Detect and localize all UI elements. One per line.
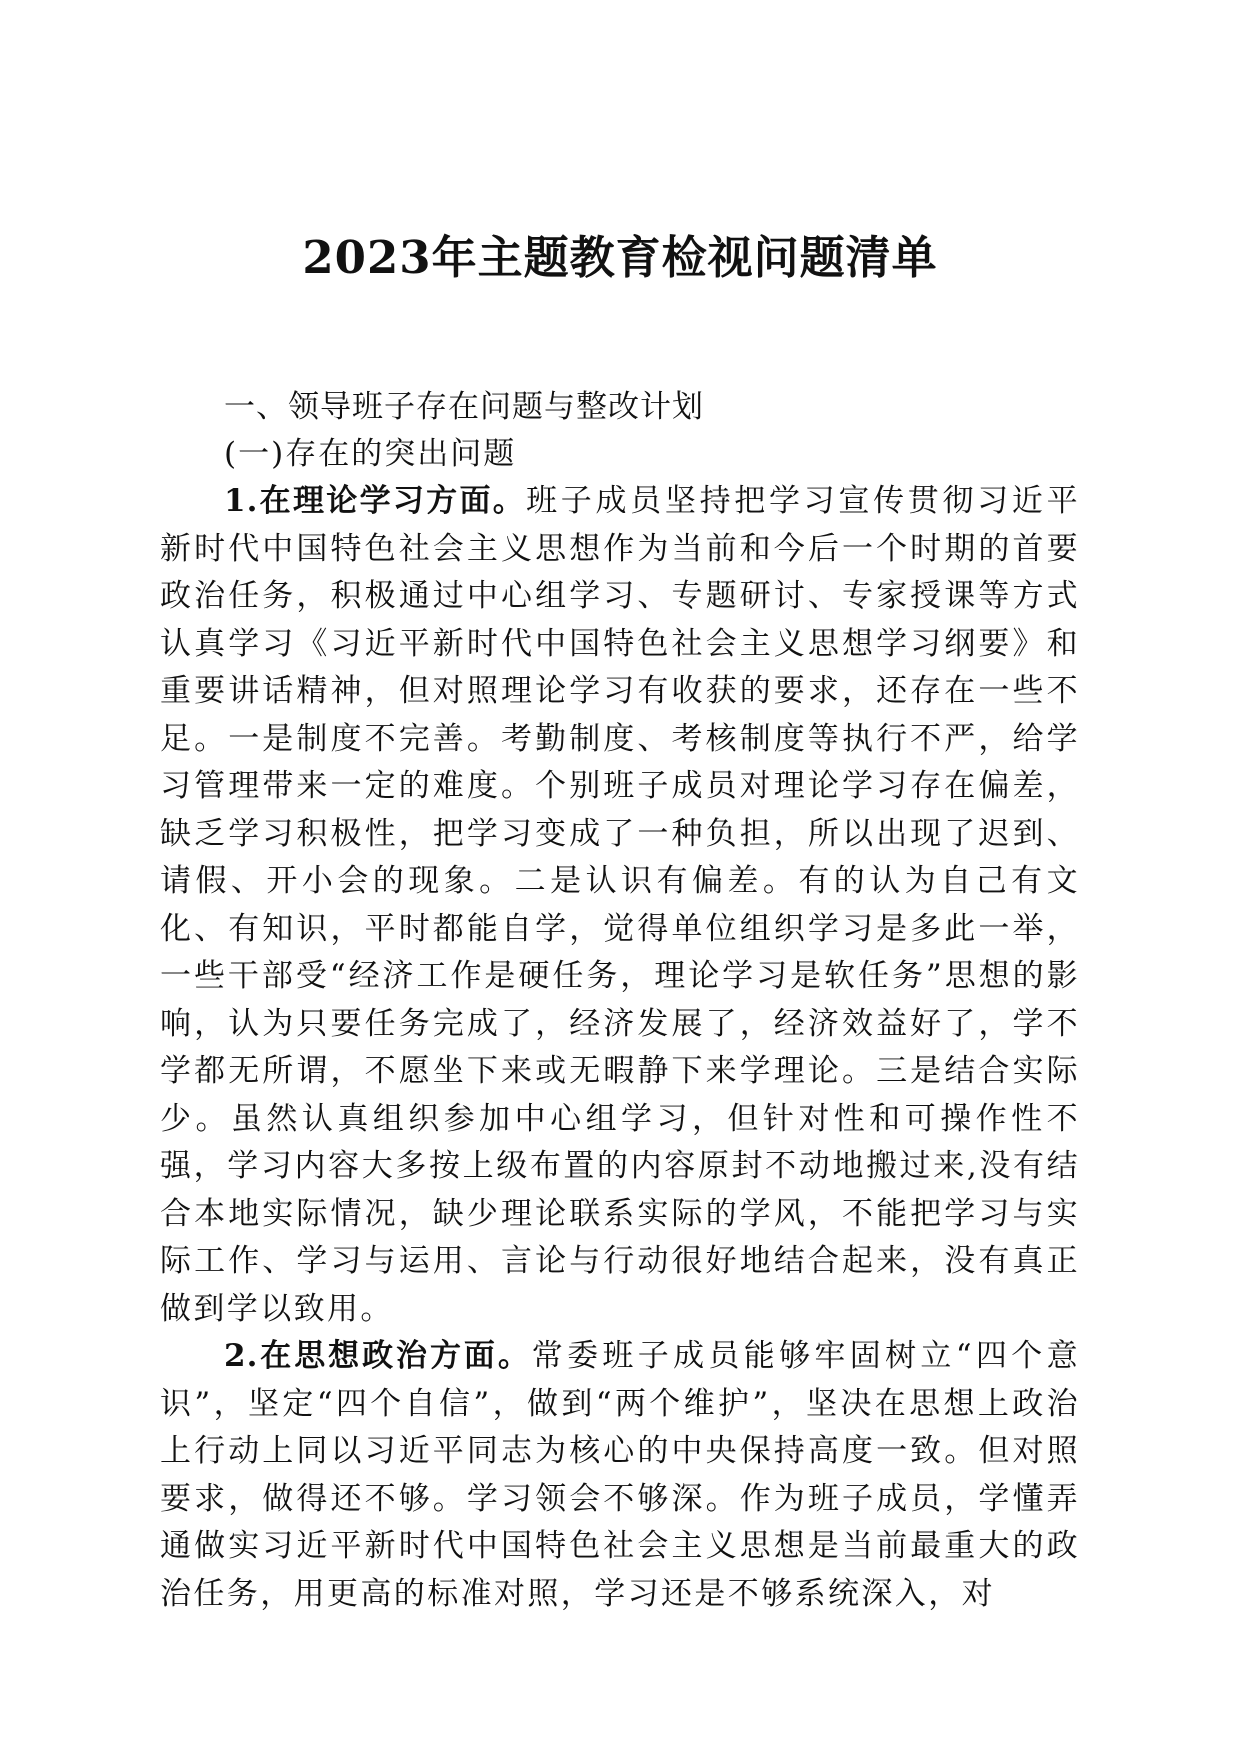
paragraph-text: 班子成员坚持把学习宣传贯彻习近平新时代中国特色社会主义思想作为当前和今后一个时期的首要政治任务，积极通过中心组学习、专题研讨、专家授课等方式认真学习《习近平新时代中国特色社会主义思想学习纲要》和重要讲话精神，但对照理论学习有收获的要求，还存在一些不足。一是制度不完善。考勤制度、考核制度等执行不严，给学习管理带来一定的难度。个别班子成员对理论学习存在偏差，缺乏学习积极性，把学习变成了一种负担，所以出现了迟到、请假、开小会的现象。二是认识有偏差。有的认为自己有文化、有知识，平时都能自学，觉得单位组织学习是多此一举，一些干部受“经济工作是硬任务，理论学习是软任务”思想的影响，认为只要任务完成了，经济发展了，经济效益好了，学不学都无所谓，不愿坐下来或无暇静下来学理论。三是结合实际少。虽然认真组织参加中心组学习，但针对性和可操作性不强，学习内容大多按上级布置的内容原封不动地搬过来,没有结合本地实际情况，缺少理论联系实际的学风，不能把学习与实际工作、学习与运用、言论与行动很好地结合起来，没有真正做到学以致用。: [160, 483, 1080, 1327]
section-heading: 一、领导班子存在问题与整改计划: [224, 389, 704, 425]
paragraph-lead: 1.在理论学习方面。: [224, 483, 527, 519]
paragraph-theory-study: [160, 478, 1080, 1333]
document-body: [160, 384, 1080, 1618]
paragraph-lead: 2.在思想政治方面。: [224, 1338, 532, 1374]
paragraph-text: 常委班子成员能够牢固树立“四个意识”，坚定“四个自信”，做到“两个维护”，坚决在思想上政治上行动上同以习近平同志为核心的中央保持高度一致。但对照要求，做得还不够。学习领会不够深。作为班子成员，学懂弄通做实习近平新时代中国特色社会主义思想是当前最重大的政治任务，用更高的标准对照，学习还是不够系统深入，对: [160, 1338, 1080, 1612]
paragraph-ideology-politics: [160, 1333, 1080, 1618]
subsection-heading: (一)存在的突出问题: [224, 436, 517, 472]
document-title: 2023年主题教育检视问题清单: [302, 231, 938, 284]
